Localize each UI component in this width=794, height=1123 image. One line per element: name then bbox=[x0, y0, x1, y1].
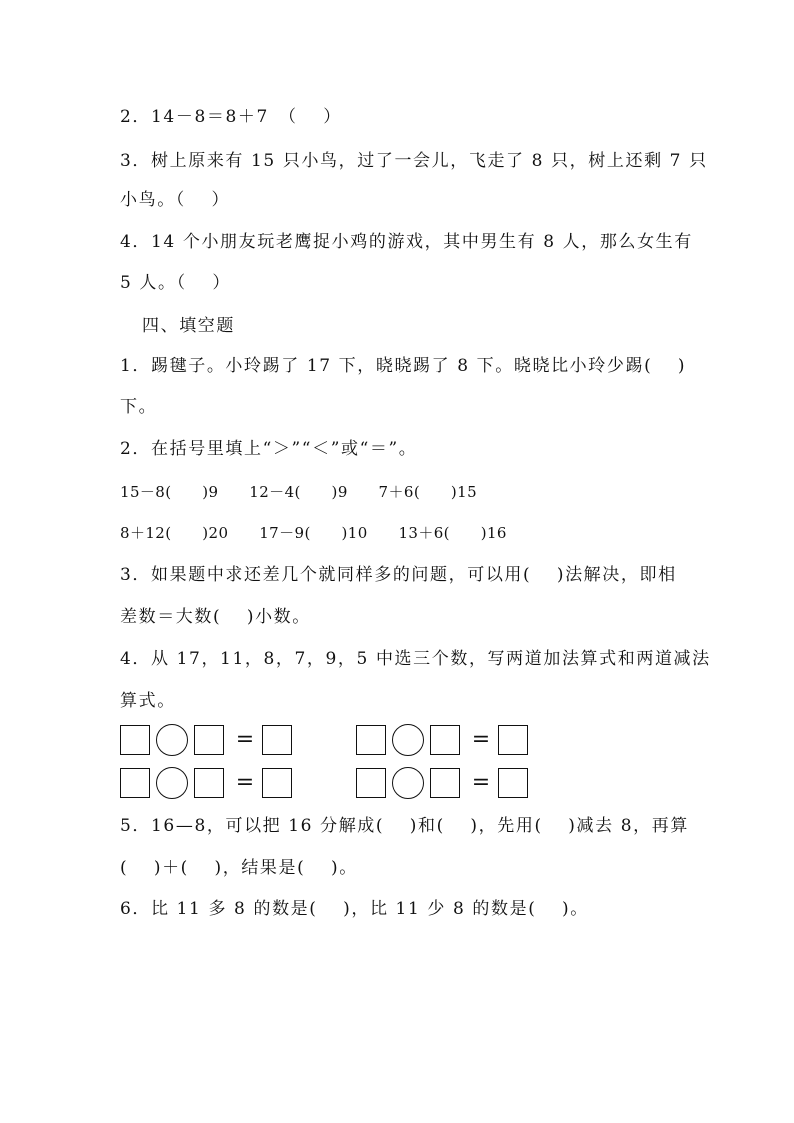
question-2: 2．在括号里填上“＞”“＜”或“＝”。 bbox=[120, 439, 418, 459]
question-5-line-2: ( )＋( )，结果是( )。 bbox=[120, 858, 358, 878]
judgment-item-3-line-2: 小鸟。（ ） bbox=[120, 190, 231, 210]
answer-box bbox=[194, 725, 224, 755]
equation-row-1 bbox=[120, 722, 534, 758]
equals-sign: = bbox=[235, 770, 255, 795]
section-title-fill-blank: 四、填空题 bbox=[142, 316, 235, 336]
answer-box bbox=[356, 768, 386, 798]
answer-box bbox=[430, 725, 460, 755]
judgment-item-4-line-1: 4．14 个小朋友玩老鹰捉小鸡的游戏，其中男生有 8 人，那么女生有 bbox=[120, 232, 693, 252]
question-1-line-2: 下。 bbox=[120, 397, 158, 417]
question-4-line-1: 4．从 17，11，8，7，9，5 中选三个数，写两道加法算式和两道减法 bbox=[120, 649, 711, 669]
question-1-line-1: 1．踢毽子。小玲踢了 17 下，晓晓踢了 8 下。晓晓比小玲少踢( ) bbox=[120, 356, 687, 376]
compare-row-1: 15－8( )9 12－4( )9 7＋6( )15 bbox=[120, 483, 478, 501]
equation-template bbox=[120, 767, 298, 799]
equation-template bbox=[356, 724, 534, 756]
compare-row-2: 8＋12( )20 17－9( )10 13＋6( )16 bbox=[120, 524, 507, 542]
equation-template bbox=[356, 767, 534, 799]
equals-sign: = bbox=[471, 770, 491, 795]
answer-box bbox=[120, 725, 150, 755]
equals-sign: = bbox=[471, 727, 491, 752]
answer-box bbox=[120, 768, 150, 798]
judgment-item-4-line-2: 5 人。（ ） bbox=[120, 273, 231, 293]
question-3-line-1: 3．如果题中求还差几个就同样多的问题，可以用( )法解决，即相 bbox=[120, 565, 677, 585]
operator-circle bbox=[392, 724, 424, 756]
answer-box bbox=[430, 768, 460, 798]
question-4-line-2: 算式。 bbox=[120, 691, 176, 711]
operator-circle bbox=[156, 724, 188, 756]
question-3-line-2: 差数＝大数( )小数。 bbox=[120, 607, 311, 627]
answer-box bbox=[262, 725, 292, 755]
question-5-line-1: 5．16—8，可以把 16 分解成( )和( )，先用( )减去 8，再算 bbox=[120, 816, 689, 836]
operator-circle bbox=[156, 767, 188, 799]
answer-box bbox=[194, 768, 224, 798]
equals-sign: = bbox=[235, 727, 255, 752]
answer-box bbox=[262, 768, 292, 798]
operator-circle bbox=[392, 767, 424, 799]
equation-template bbox=[120, 724, 298, 756]
answer-box bbox=[498, 725, 528, 755]
equation-row-2 bbox=[120, 765, 534, 801]
answer-box bbox=[356, 725, 386, 755]
question-6: 6．比 11 多 8 的数是( )，比 11 少 8 的数是( )。 bbox=[120, 899, 589, 919]
judgment-item-3-line-1: 3．树上原来有 15 只小鸟，过了一会儿，飞走了 8 只，树上还剩 7 只 bbox=[120, 151, 708, 171]
answer-box bbox=[498, 768, 528, 798]
judgment-item-2: 2．14－8＝8＋7 （ ） bbox=[120, 107, 342, 127]
